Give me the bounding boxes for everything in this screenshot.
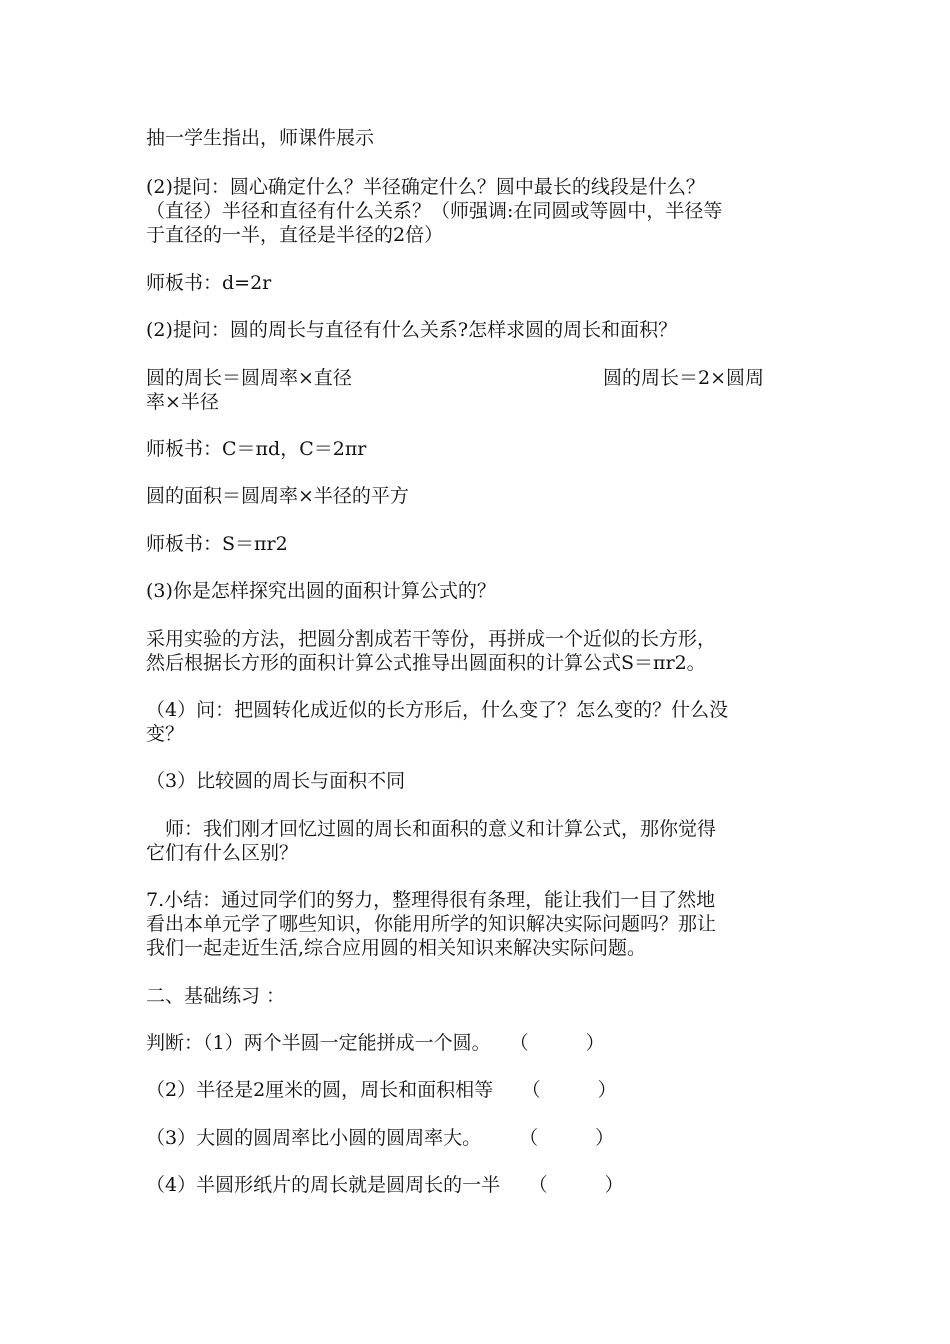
text-line: 圆的周长＝圆周率×直径 <box>146 367 352 389</box>
text-line: 它们有什么区别？ <box>146 842 299 864</box>
text-line: 我们一起走近生活,综合应用圆的相关知识来解决实际问题。 <box>146 937 647 959</box>
text-line: 师板书：S＝πr2 <box>146 533 288 555</box>
text-line: (2)提问：圆心确定什么？半径确定什么？圆中最长的线段是什么？ <box>146 176 705 198</box>
text-line: （4）问：把圆转化成近似的长方形后，什么变了？怎么变的？什么没 <box>146 699 729 721</box>
text-line: 率×半径 <box>146 391 219 413</box>
text-line: 师：我们刚才回忆过圆的周长和面积的意义和计算公式，那你觉得 <box>146 818 717 840</box>
text-line: 看出本单元学了哪些知识，你能用所学的知识解决实际问题吗？那让 <box>146 913 717 935</box>
text-line: 抽一学生指出，师课件展示 <box>146 127 375 149</box>
text-line: 二、基础练习 ： <box>146 985 286 1007</box>
text-line: 判断：（1）两个半圆一定能拼成一个圆。 （ ） <box>146 1032 605 1054</box>
text-line: 然后根据长方形的面积计算公式推导出圆面积的计算公式S＝πr2。 <box>146 652 706 674</box>
text-line: 7.小结：通过同学们的努力，整理得很有条理，能让我们一目了然地 <box>146 889 716 911</box>
text-line: 师板书：d=2r <box>146 272 272 294</box>
text-line: 变？ <box>146 723 185 745</box>
text-line: 于直径的一半，直径是半径的2倍） <box>146 224 444 246</box>
text-line: （直径）半径和直径有什么关系？（师强调:在同圆或等圆中，半径等 <box>146 200 723 222</box>
text-line: （4）半圆形纸片的周长就是圆周长的一半 （ ） <box>146 1174 624 1196</box>
text-line: （3）比较圆的周长与面积不同 <box>146 770 406 792</box>
text-line: 师板书：C＝πd，C＝2πr <box>146 438 367 460</box>
text-line: 采用实验的方法，把圆分割成若干等份，再拼成一个近似的长方形， <box>146 628 717 650</box>
text-line: 圆的周长＝2×圆周 <box>603 367 765 389</box>
text-line: （2）半径是2厘米的圆，周长和面积相等 （ ） <box>146 1079 617 1101</box>
text-line: (3)你是怎样探究出圆的面积计算公式的？ <box>146 580 496 602</box>
text-line: 圆的面积＝圆周率×半径的平方 <box>146 485 409 507</box>
text-line: （3）大圆的圆周率比小圆的圆周率大。 （ ） <box>146 1127 615 1149</box>
text-line: (2)提问：圆的周长与直径有什么关系?怎样求圆的周长和面积？ <box>146 319 678 341</box>
